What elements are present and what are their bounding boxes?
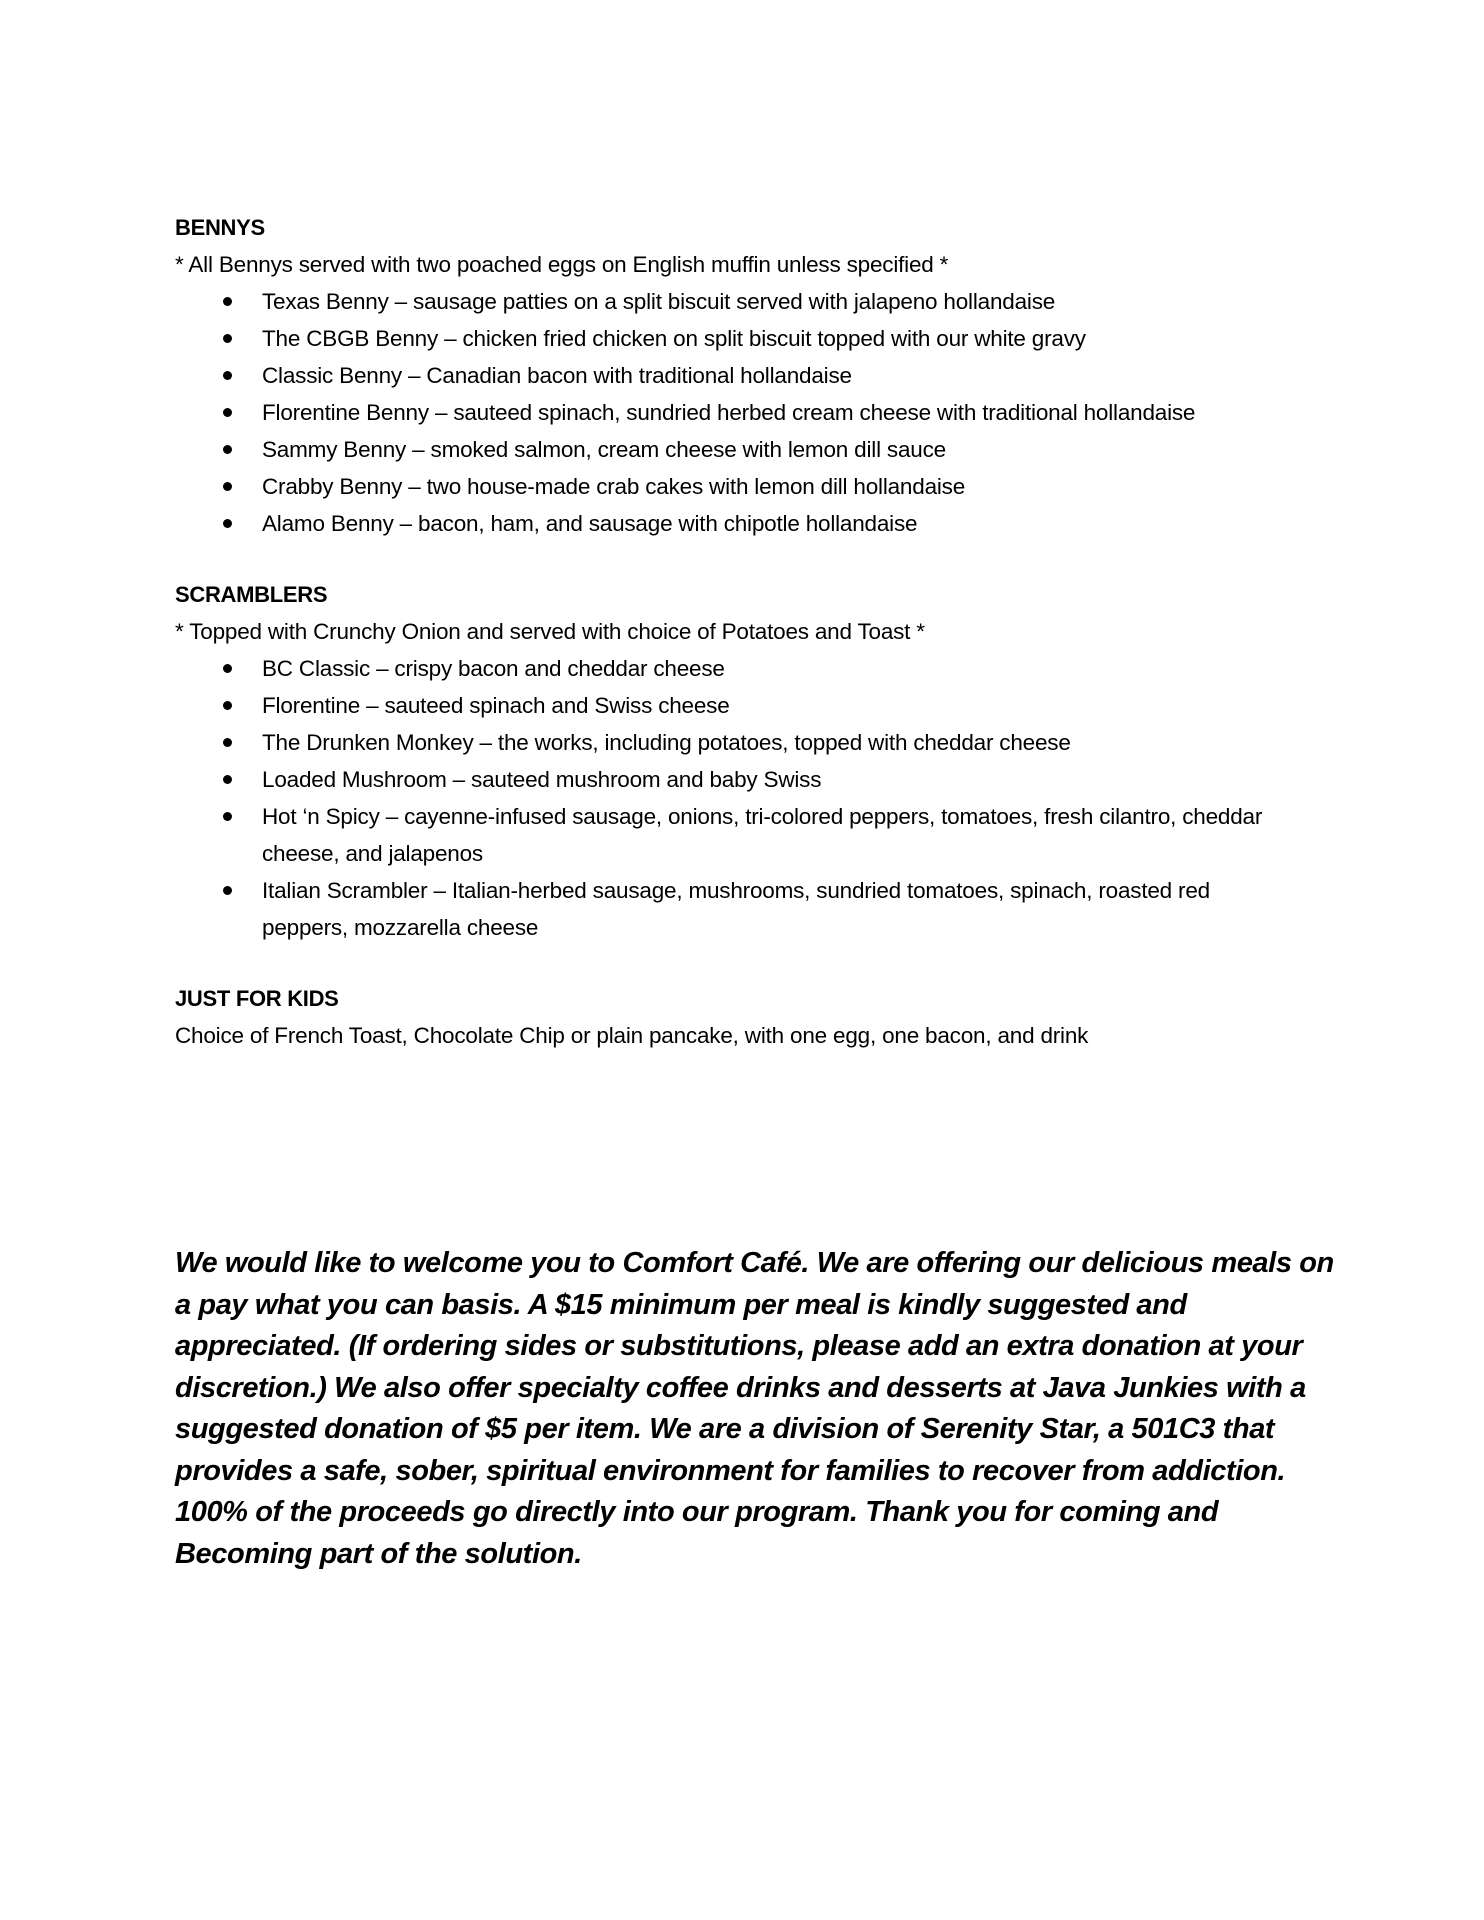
item-text: Alamo Benny – bacon, ham, and sausage with chipotle hollandaise: [262, 511, 918, 536]
list-item: [175, 872, 1335, 946]
list-item: [175, 505, 1335, 542]
item-text: Florentine – sauteed spinach and Swiss cheese: [262, 693, 730, 718]
bullet-icon: [223, 445, 232, 454]
list-item: [175, 650, 1335, 687]
bullet-icon: [223, 482, 232, 491]
bullet-icon: [223, 738, 232, 747]
bullet-icon: [223, 297, 232, 306]
section-note-kids: Choice of French Toast, Chocolate Chip or plain pancake, with one egg, one bacon, and drink: [175, 1023, 1089, 1048]
list-item: [175, 357, 1335, 394]
section-title-scramblers: SCRAMBLERS: [175, 582, 328, 607]
list-item: [175, 761, 1335, 798]
bullet-icon: [223, 664, 232, 673]
bullet-icon: [223, 371, 232, 380]
item-text: Sammy Benny – smoked salmon, cream cheese with lemon dill sauce: [262, 437, 946, 462]
welcome-message: We would like to welcome you to Comfort Café. We are offering our delicious meals on a pay what you can basis. A $15 minimum per meal is kindly suggested and appreciated. (If ordering sides or substitutions, please add an extra donation at your discretion.) We also offer specialty coffee drinks and desserts at Java Junkies with a suggested donation of $5 per item. We are a division of Serenity Star, a 501C3 that provides a safe, sober, spiritual environment for families to recover from addiction. 100% of the proceeds go directly into our program. Thank you for coming and Becoming part of the solution.: [175, 1247, 1334, 1570]
section-kids: [175, 980, 1335, 1054]
section-title-kids: JUST FOR KIDS: [175, 986, 339, 1011]
section-scramblers: [175, 576, 1335, 946]
bullet-icon: [223, 701, 232, 710]
item-text: Classic Benny – Canadian bacon with traditional hollandaise: [262, 363, 852, 388]
item-text: Loaded Mushroom – sauteed mushroom and baby Swiss: [262, 767, 822, 792]
list-item: [175, 798, 1335, 872]
section-title-bennys: BENNYS: [175, 215, 265, 240]
bullet-icon: [223, 812, 232, 821]
item-text: Florentine Benny – sauteed spinach, sundried herbed cream cheese with traditional hollandaise: [262, 400, 1196, 425]
list-item: [175, 431, 1335, 468]
bullet-icon: [223, 775, 232, 784]
section-spacer: [175, 542, 1335, 576]
item-text: Italian Scrambler – Italian-herbed sausage, mushrooms, sundried tomatoes, spinach, roasted red peppers, mozzarella cheese: [262, 878, 1210, 940]
section-bennys: [175, 209, 1335, 542]
item-text: The Drunken Monkey – the works, including potatoes, topped with cheddar cheese: [262, 730, 1071, 755]
list-item: [175, 283, 1335, 320]
section-spacer: [175, 946, 1335, 980]
section-note-scramblers: * Topped with Crunchy Onion and served with choice of Potatoes and Toast *: [175, 619, 925, 644]
item-text: BC Classic – crispy bacon and cheddar cheese: [262, 656, 725, 681]
bullet-icon: [223, 408, 232, 417]
bullet-icon: [223, 334, 232, 343]
bullet-icon: [223, 886, 232, 895]
item-text: Hot ‘n Spicy – cayenne-infused sausage, onions, tri-colored peppers, tomatoes, fresh cilantro, cheddar cheese, and jalapenos: [262, 804, 1263, 866]
bennys-list: [175, 283, 1335, 542]
list-item: [175, 687, 1335, 724]
list-item: [175, 468, 1335, 505]
scramblers-list: [175, 650, 1335, 946]
bullet-icon: [223, 519, 232, 528]
item-text: The CBGB Benny – chicken fried chicken on split biscuit topped with our white gravy: [262, 326, 1086, 351]
item-text: Crabby Benny – two house-made crab cakes with lemon dill hollandaise: [262, 474, 966, 499]
list-item: [175, 724, 1335, 761]
item-text: Texas Benny – sausage patties on a split biscuit served with jalapeno hollandaise: [262, 289, 1056, 314]
list-item: [175, 320, 1335, 357]
list-item: [175, 394, 1335, 431]
section-note-bennys: * All Bennys served with two poached eggs on English muffin unless specified *: [175, 252, 949, 277]
menu-page: [175, 209, 1335, 1054]
